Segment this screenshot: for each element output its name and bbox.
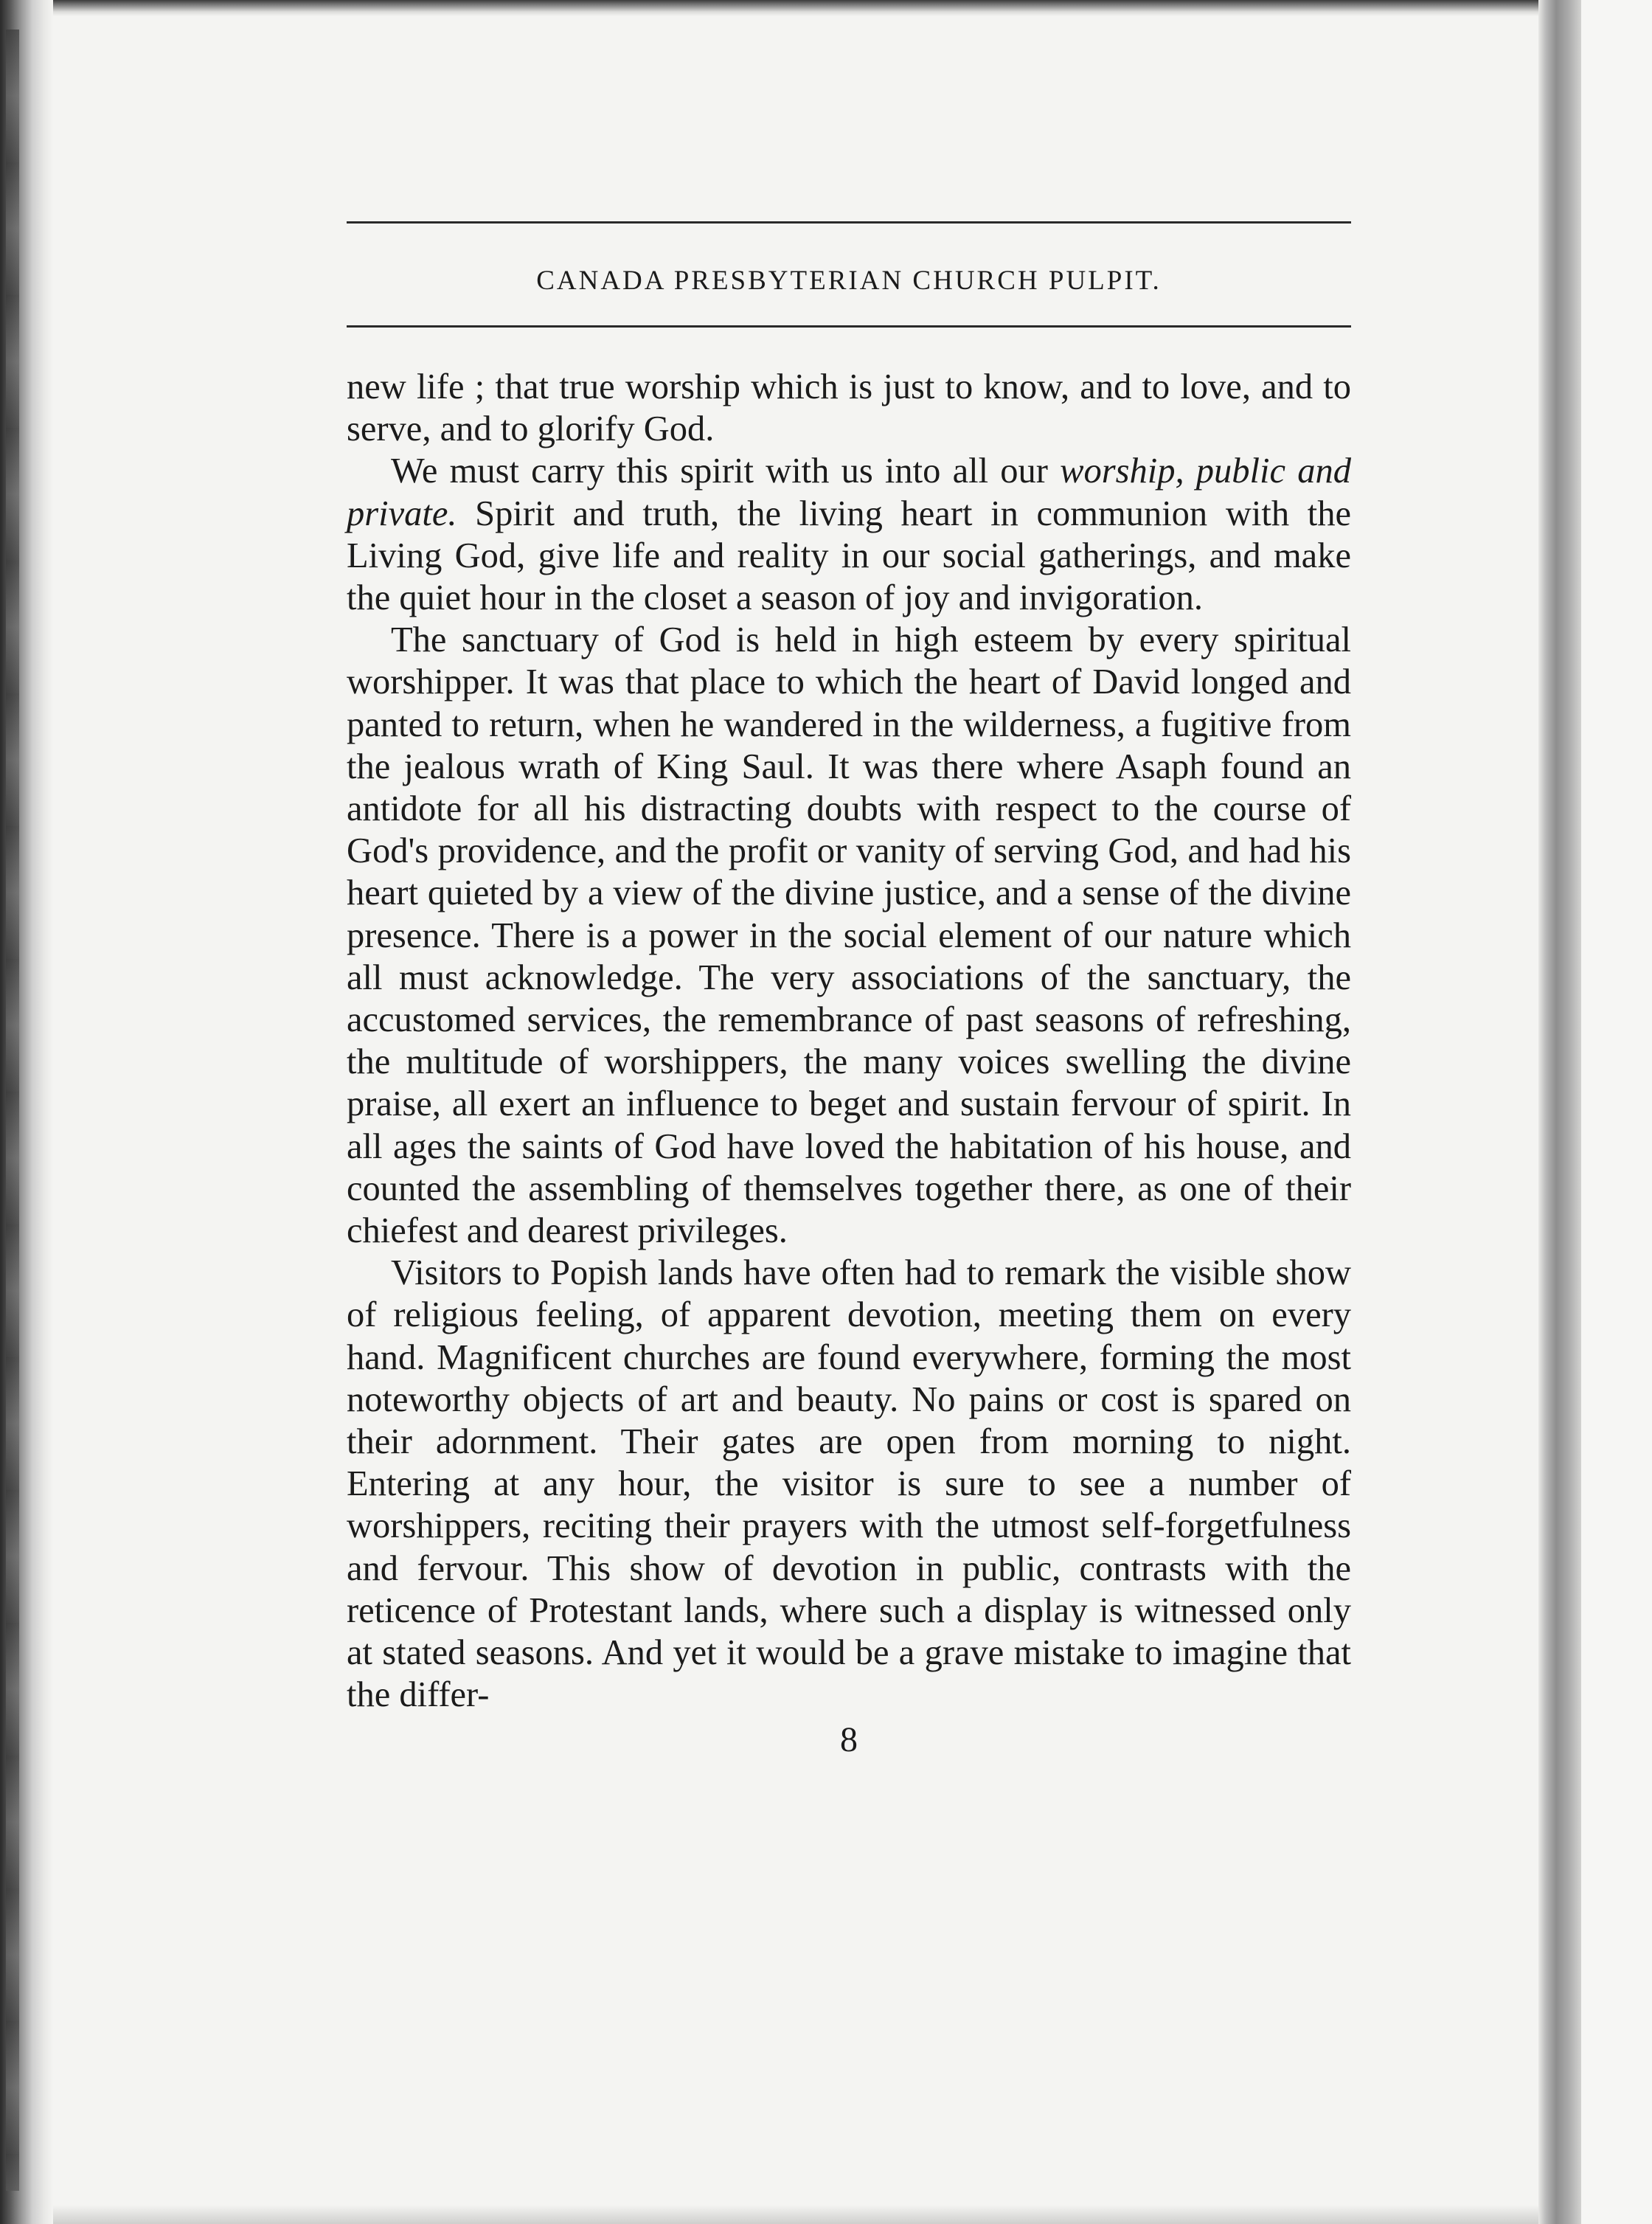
book-page (347, 221, 1351, 1761)
paragraph (347, 1252, 1351, 1716)
paragraph-text: The sanctuary of God is held in high esteem by every spiritual worshipper. It was that place to which the heart of David longed and panted to return, when he wandered in the wilderness, a fugitive from the jealous wrath of King Saul. It was there where Asaph found an antidote for all his distracting doubts with respect to the course of God's providence, and the profit or vanity of serving God, and had his heart quieted by a view of the divine justice, and a sense of the divine presence. There is a power in the social element of our nature which all must acknowledge. The very associations of the sanctuary, the accustomed services, the remembrance of past seasons of refreshing, the multitude of worshippers, the many voices swelling the divine praise, all exert an influence to beget and sustain fervour of spirit. In all ages the saints of God have loved the habitation of his house, and counted the assembling of themselves together there, as one of their chiefest and dearest privileges. (347, 620, 1351, 1251)
paragraph-text: Visitors to Popish lands have often had to remark the visible show of religious feeling, of apparent devotion, meeting them on every hand. Magnificent churches are found everywhere, forming the most noteworthy objects of art and beauty. No pains or cost is spared on their adornment. Their gates are open from morning to night. Entering at any hour, the visitor is sure to see a number of worshippers, reciting their prayers with the utmost self-forgetfulness and fervour. This show of devotion in public, contrasts with the reticence of Protestant lands, where such a display is witnessed only at stated seasons. And yet it would be a grave mistake to imagine that the differ- (347, 1253, 1351, 1715)
scan-bottom-edge (53, 2205, 1538, 2224)
paragraph-text: new life ; that true worship which is just to know, and to love, and to serve, and to glorify God. (347, 367, 1351, 449)
header-rule-top (347, 221, 1351, 224)
binding-shadow (6, 30, 19, 2191)
paragraph (347, 619, 1351, 1252)
paragraph (347, 366, 1351, 450)
paragraph-text: Spirit and truth, the living heart in communion with the Living God, give life and reality in our social gatherings, and make the quiet hour in the closet a season of joy and invigoration. (347, 493, 1351, 618)
page-number: 8 (840, 1719, 858, 1759)
italic-phrase: worship, public and private. (347, 451, 1351, 533)
running-header: CANADA PRESBYTERIAN CHURCH PULPIT. (536, 266, 1162, 296)
scan-top-edge (0, 0, 1652, 16)
paragraph (347, 450, 1351, 619)
scan-right-margin (1581, 0, 1652, 2224)
next-page-edge (1538, 0, 1581, 2224)
paragraph-text: We must carry this spirit with us into all our (391, 451, 1061, 491)
body-text (347, 366, 1351, 1717)
header-rule-bottom (347, 325, 1351, 328)
book-binding-left (0, 0, 53, 2224)
